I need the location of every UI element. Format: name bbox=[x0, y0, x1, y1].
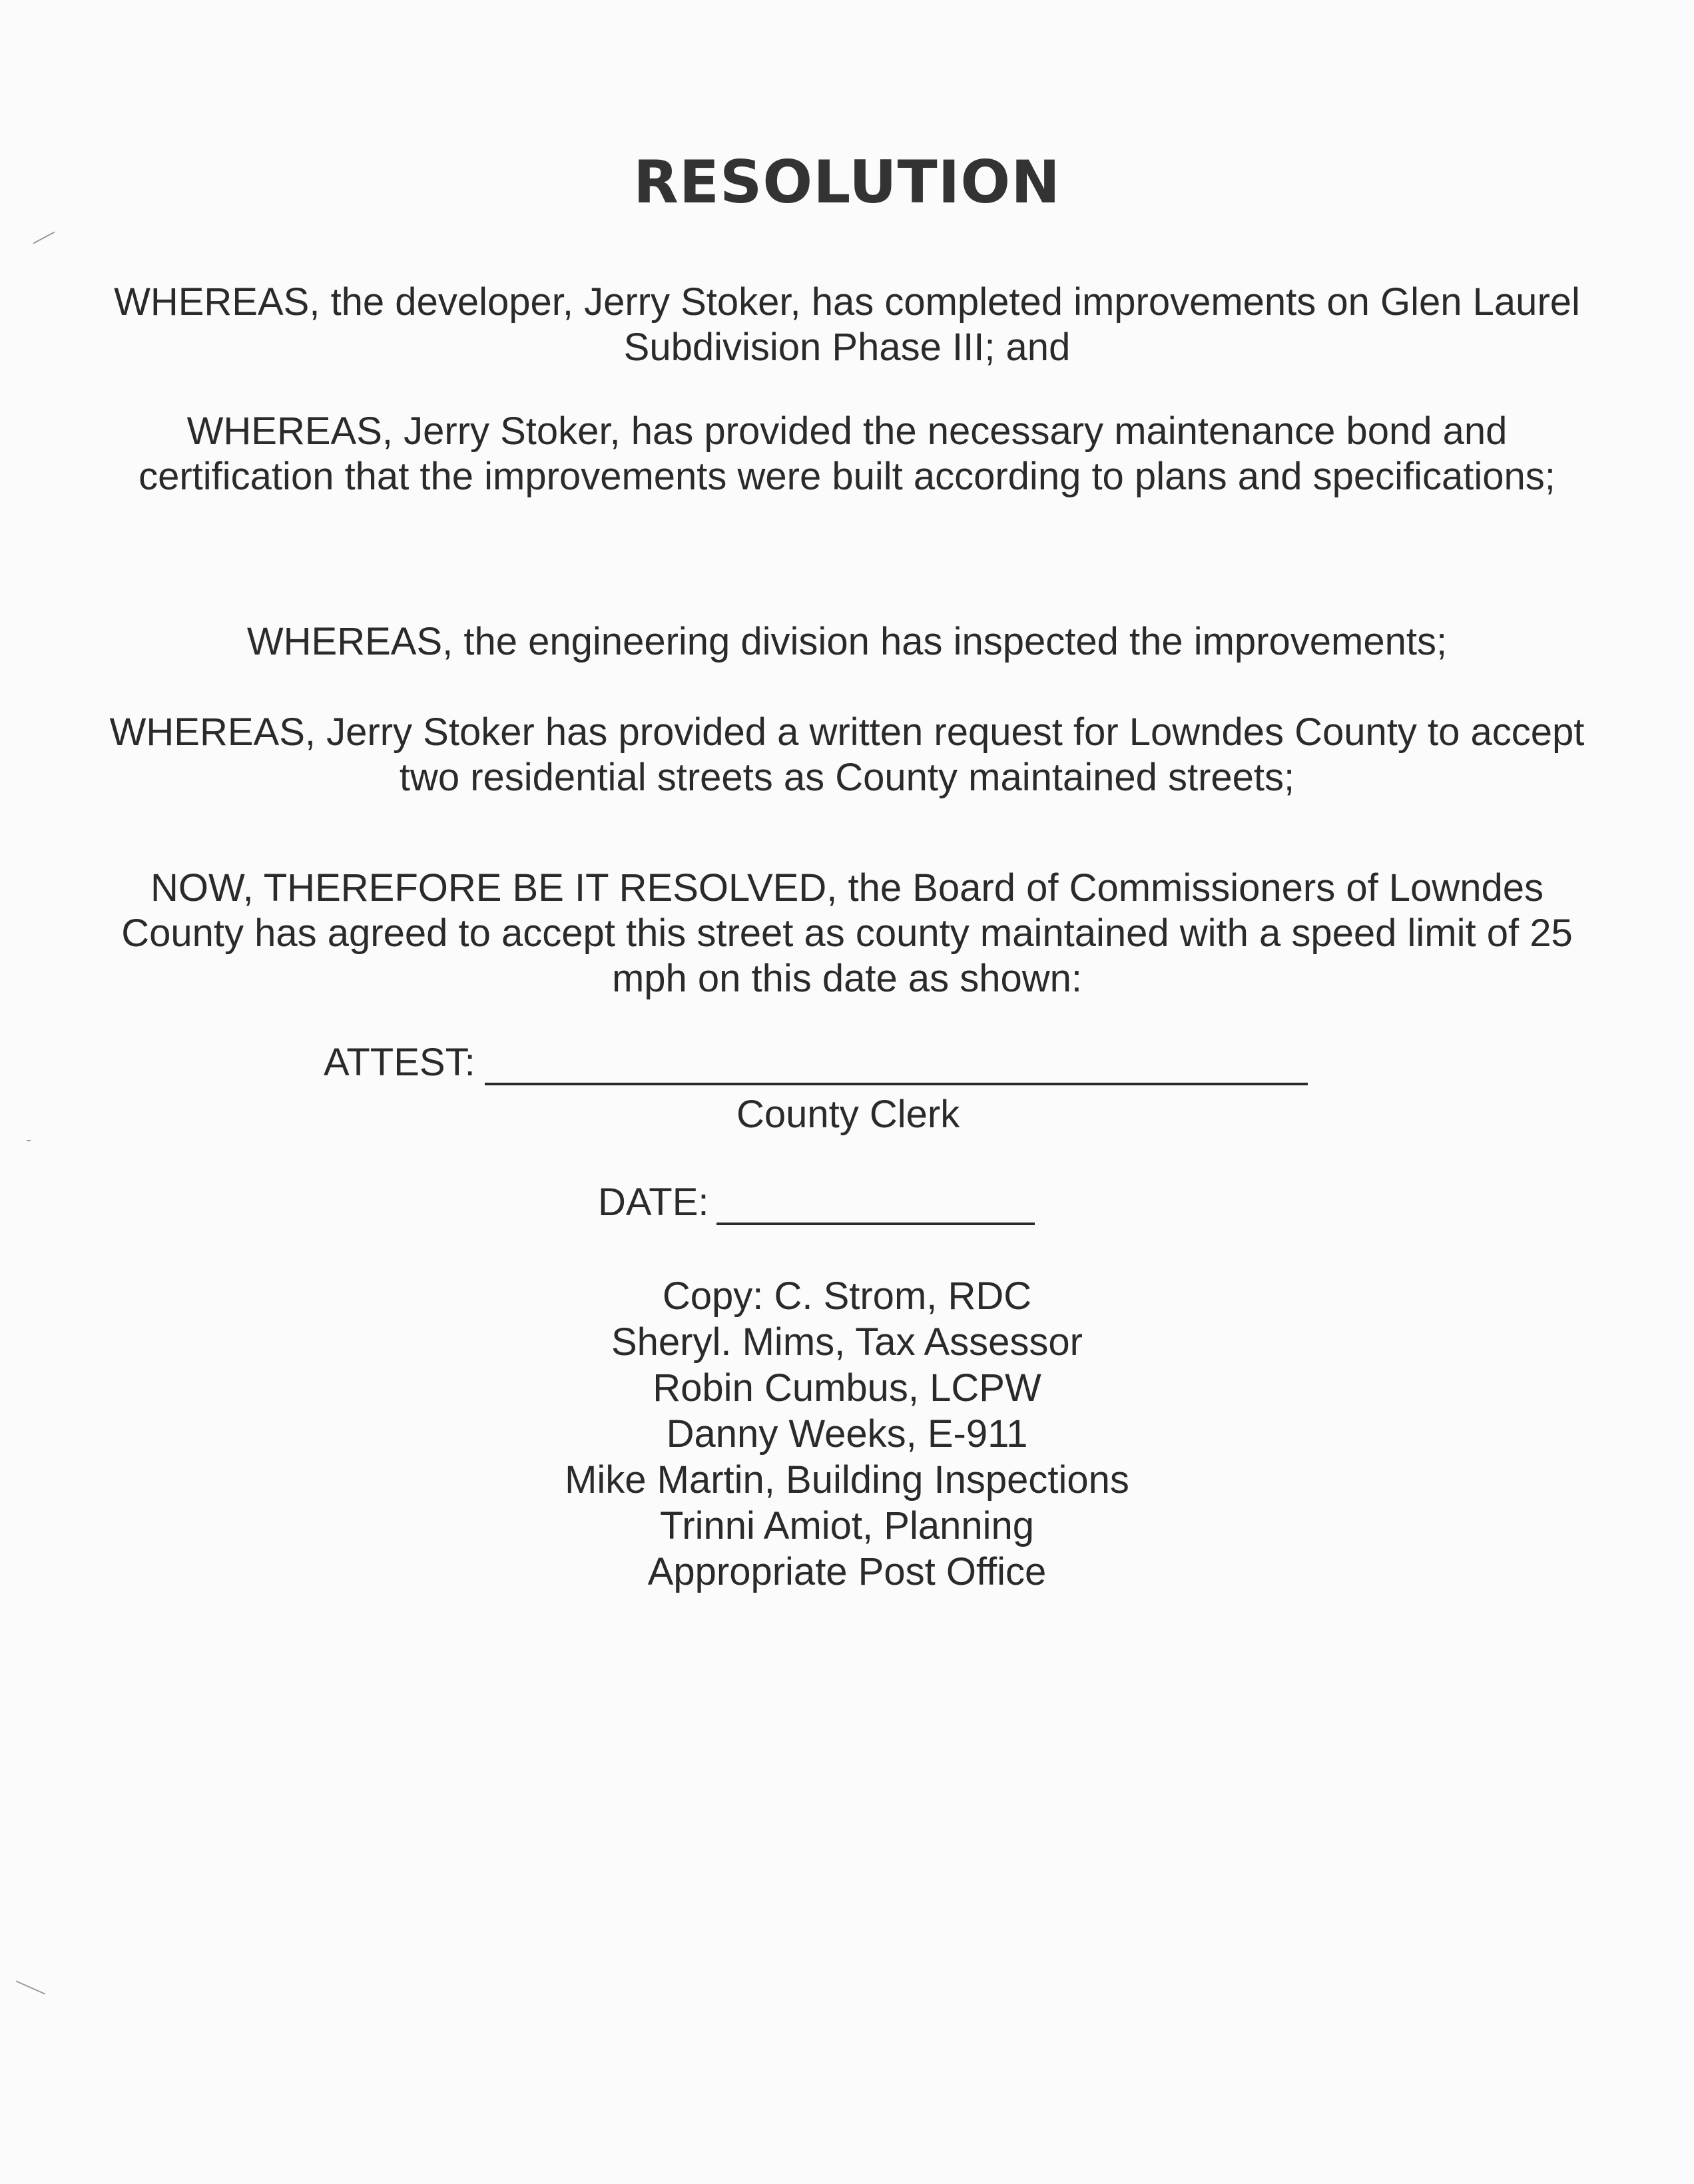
copy-distribution-list bbox=[0, 1273, 1694, 1595]
whereas-developer-paragraph: WHEREAS, the developer, Jerry Stoker, has completed improvements on Glen Laurel Subdivision Phase III; and bbox=[114, 280, 1580, 369]
list-item: Trinni Amiot, Planning bbox=[659, 1504, 1035, 1547]
list-item: Appropriate Post Office bbox=[647, 1550, 1047, 1593]
list-item: Danny Weeks, E-911 bbox=[666, 1412, 1028, 1456]
list-item: Copy: C. Strom, RDC bbox=[662, 1274, 1032, 1318]
list-item: Mike Martin, Building Inspections bbox=[565, 1458, 1129, 1502]
whereas-inspection-paragraph: WHEREAS, the engineering division has inspected the improvements; bbox=[246, 620, 1448, 663]
whereas-request-paragraph: WHEREAS, Jerry Stoker has provided a written request for Lowndes County to accept two residential streets as County maintained streets; bbox=[109, 710, 1585, 799]
whereas-bond-paragraph: WHEREAS, Jerry Stoker, has provided the necessary maintenance bond and certification that the improvements were built according to plans and specifications; bbox=[139, 410, 1555, 498]
attest-signature-line bbox=[485, 1083, 1308, 1085]
attest-caption: County Clerk bbox=[736, 1093, 960, 1136]
list-item: Robin Cumbus, LCPW bbox=[653, 1366, 1041, 1410]
scan-mark bbox=[27, 1140, 31, 1141]
scan-mark bbox=[16, 1980, 46, 1994]
resolved-paragraph: NOW, THEREFORE BE IT RESOLVED, the Board of Commissioners of Lowndes County has agreed to accept this street as county maintained with a speed limit of 25 mph on this date as shown: bbox=[121, 866, 1573, 1000]
document-title: RESOLUTION bbox=[633, 148, 1061, 216]
list-item: Sheryl. Mims, Tax Assessor bbox=[611, 1320, 1083, 1364]
date-label: DATE: bbox=[598, 1181, 709, 1224]
date-line bbox=[716, 1223, 1035, 1225]
scan-mark bbox=[33, 232, 55, 244]
attest-label: ATTEST: bbox=[324, 1041, 475, 1084]
